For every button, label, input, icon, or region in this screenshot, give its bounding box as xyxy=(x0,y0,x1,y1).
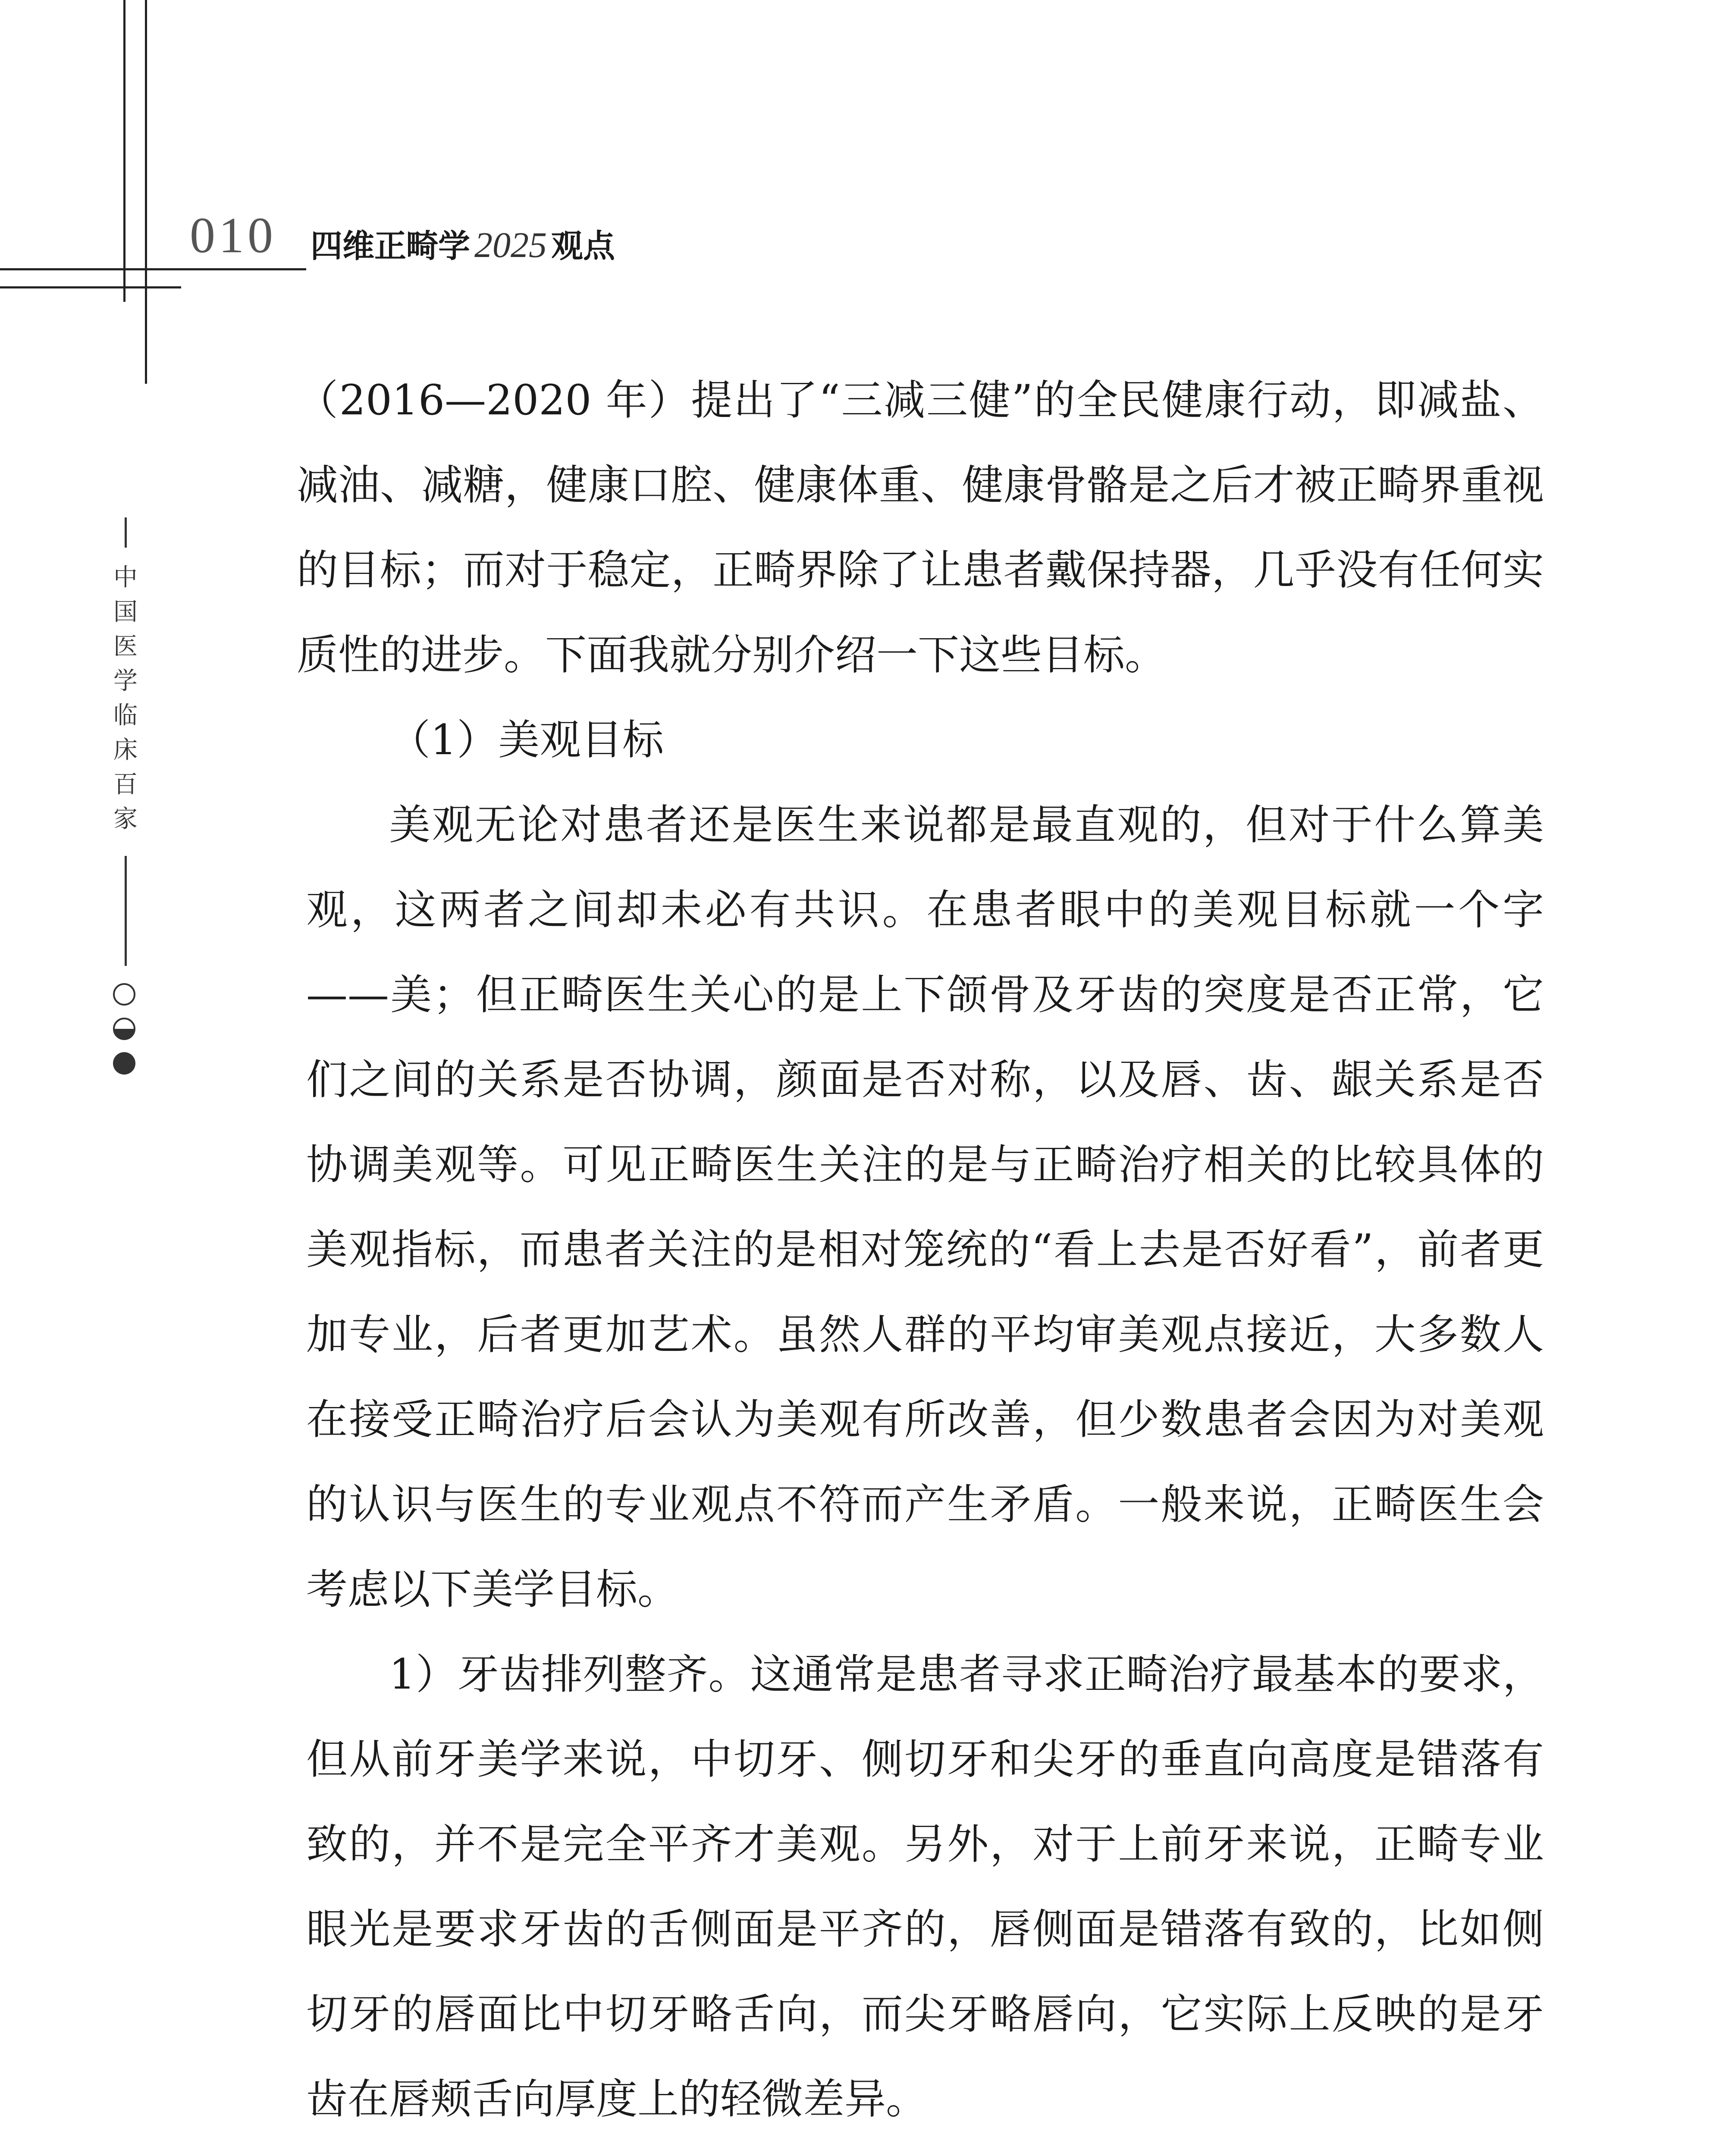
series-char: 百 xyxy=(113,771,138,799)
paragraph: 美观无论对患者还是医生来说都是最直观的，但对于什么算美观，这两者之间却未必有共识。在患者眼中的美观目标就一个字——美；但正畸医生关心的是上下颌骨及牙齿的突度是否正常，它们之间的关系是否协调，颜面是否对称，以及唇、齿、龈关系是否协调美观等。可见正畸医生关注的是与正畸治疗相关的比较具体的美观指标，而患者关注的是相对笼统的“看上去是否好看”，前者更加专业，后者更加艺术。虽然人群的平均审美观点接近，大多数人在接受正畸治疗后会认为美观有所改善，但少数患者会因为对美观的认识与医生的专业观点不符而产生矛盾。一般来说，正畸医生会考虑以下美学目标。 xyxy=(306,801,1544,1614)
section-heading: （1）美观目标 xyxy=(389,716,664,764)
series-char: 床 xyxy=(113,736,138,764)
series-char: 学 xyxy=(113,667,138,695)
crop-line-vertical-right xyxy=(145,0,147,384)
half-circle-icon xyxy=(113,1018,135,1040)
title-prefix: 四维正畸学 xyxy=(311,228,470,265)
series-char: 家 xyxy=(113,805,138,833)
running-title xyxy=(311,221,615,266)
series-char: 医 xyxy=(113,633,138,661)
series-char: 国 xyxy=(113,598,138,626)
paragraph xyxy=(306,2142,1544,2156)
title-suffix: 观点 xyxy=(551,228,615,265)
paragraph: （2016—2020 年）提出了“三减三健”的全民健康行动，即减盐、减油、减糖，健康口腔、健康体重、健康骨骼是之后才被正畸界重视的目标；而对于稳定，正畸界除了让患者戴保持器，几乎没有任何实质性的进步。下面我就分别介绍一下这些目标。 xyxy=(297,376,1544,679)
side-divider-bottom xyxy=(125,856,127,966)
filled-circle-icon xyxy=(113,1052,135,1075)
crop-line-vertical-left xyxy=(123,0,126,302)
series-label xyxy=(110,561,141,837)
series-char: 临 xyxy=(113,702,138,730)
paragraph: 1）牙齿排列整齐。这通常是患者寻求正畸治疗最基本的要求，但从前牙美学来说，中切牙、侧切牙和尖牙的垂直向高度是错落有致的，并不是完全平齐才美观。另外，对于上前牙来说，正畸专业眼光是要求牙齿的舌侧面是平齐的，唇侧面是错落有致的，比如侧切牙的唇面比中切牙略舌向，而尖牙略唇向，它实际上反映的是牙齿在唇颊舌向厚度上的轻微差异。 xyxy=(306,1650,1544,2123)
series-char: 中 xyxy=(113,564,138,592)
page-number: 010 xyxy=(190,207,276,263)
crop-line-horizontal-bottom xyxy=(0,286,181,288)
crop-line-horizontal-top xyxy=(0,268,306,270)
empty-circle-icon xyxy=(113,983,135,1006)
title-year: 2025 xyxy=(474,225,547,265)
side-divider-top xyxy=(125,517,127,548)
body-text xyxy=(297,358,1544,2156)
